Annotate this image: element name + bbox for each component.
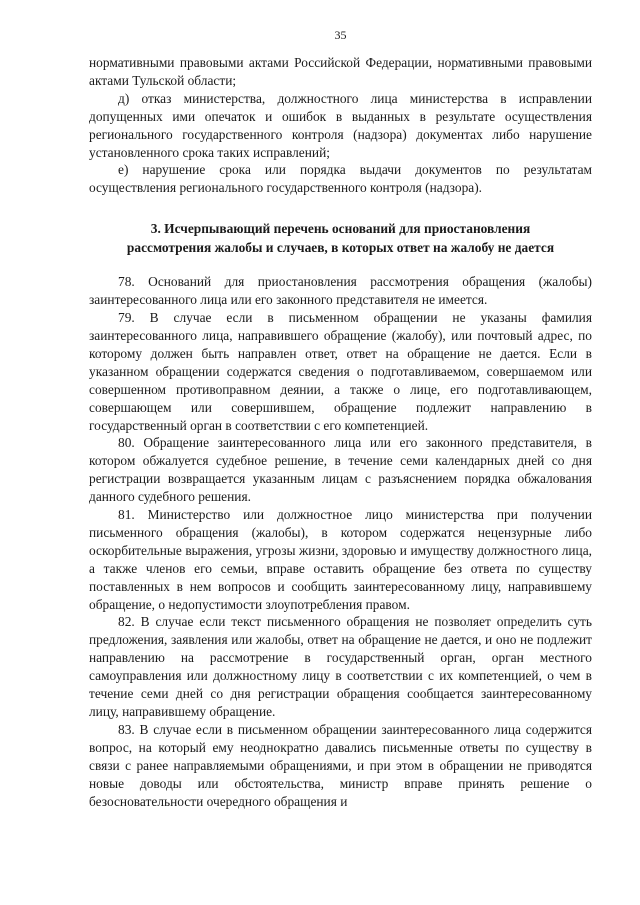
section-heading-line: рассмотрения жалобы и случаев, в которых ответ на жалобу не дается [126,240,555,256]
paragraph-83: 83. В случае если в письменном обращении заинтересованного лица содержится вопрос, на который ему неоднократно давались письменные ответы по существу в связи с ранее направляемыми обращениями, и при этом в обращении не приводятся новые доводы или обстоятельства, министр вправе принять решение о безосновательности очередного обращения и [89,721,592,809]
page-number: 35 [334,28,347,42]
section-heading [89,219,592,257]
paragraph-81: 81. Министерство или должностное лицо министерства при получении письменного обращения (жалобы), в котором содержатся нецензурные либо оскорбительные выражения, угрозы жизни, здоровью и имуществу должностного лица, а также членов его семьи, вправе оставить обращение без ответа по существу поставленных в нем вопросов и сообщить заинтересованному лицу, направившему обращение, о недопустимости злоупотребления правом. [89,507,592,612]
section-body [89,273,592,810]
paragraph-79: 79. В случае если в письменном обращении не указаны фамилия заинтересованного лица, направившего обращение (жалобу), или почтовый адрес, по которому должен быть направлен ответ, ответ на обращение не дается. Если в указанном обращении содержатся сведения о подготавливаемом, совершаемом или совершенном противоправном деянии, а также о лице, его подготавливающем, совершающем или совершившем, обращение подлежит направлению в государственный орган в соответствии с его компетенцией. [89,310,592,433]
section-heading-line: 3. Исчерпывающий перечень оснований для приостановления [150,221,531,237]
paragraph-82: 82. В случае если текст письменного обращения не позволяет определить суть предложения, заявления или жалобы, ответ на обращение не дается, и оно не подлежит направлению на рассмотрение в государственный орган, орган местного самоуправления или должностному лицу в соответствии с их компетенцией, о чем в течение семи дней со дня регистрации обращения сообщается заинтересованному лицу, направившему обращение. [89,614,592,719]
paragraph-78: 78. Оснований для приостановления рассмотрения обращения (жалобы) заинтересованного лица или его законного представителя не имеется. [89,274,592,308]
intro-block [89,54,592,197]
intro-paragraph: нормативными правовыми актами Российской Федерации, нормативными правовыми актами Тульской области; [89,55,592,88]
intro-paragraph: д) отказ министерства, должностного лица министерства в исправлении допущенных ими опечаток и ошибок в выданных в результате осуществления регионального государственного контроля (надзора) документах либо нарушение установленного срока таких исправлений; [89,90,592,160]
paragraph-80: 80. Обращение заинтересованного лица или его законного представителя, в котором обжалуется судебное решение, в течение семи календарных дней со дня регистрации возвращается указанным лицам с разъяснением порядка обжалования данного судебного решения. [89,435,592,505]
intro-paragraph: е) нарушение срока или порядка выдачи документов по результатам осуществления регионального государственного контроля (надзора). [89,162,592,196]
